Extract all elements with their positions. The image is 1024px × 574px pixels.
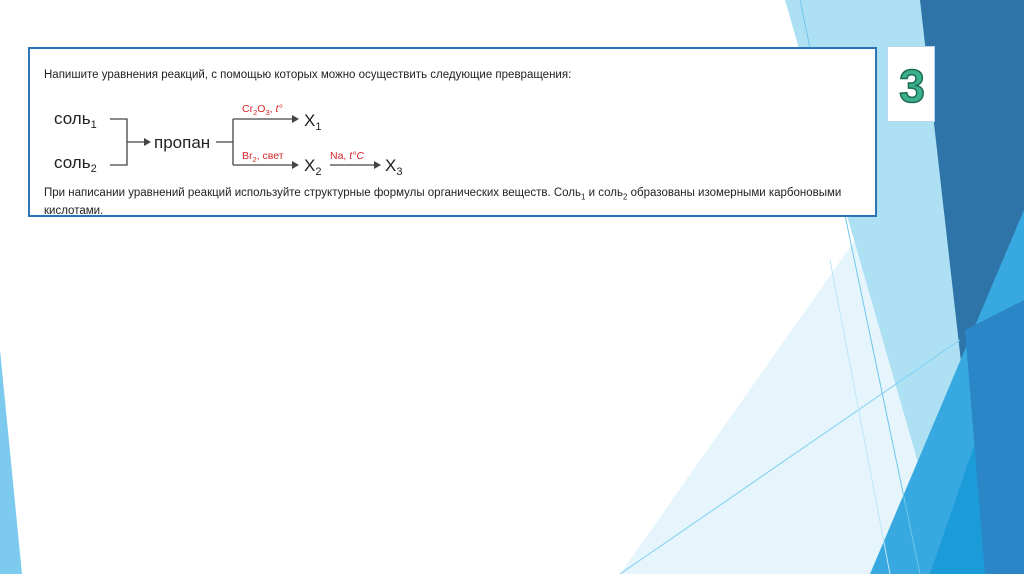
condition-top: $Cr_2O_3$, t°: [242, 103, 283, 117]
arrowhead-x1: [292, 115, 299, 123]
slide-number-badge: [887, 46, 935, 122]
task-intro: Напишите уравнения реакций, с помощью которых можно осуществить следующие превращения:: [44, 69, 572, 81]
condition-right: Na, t°C: [330, 150, 364, 162]
product-x2: $X_2$: [304, 156, 322, 178]
propane-label: пропан: [154, 133, 211, 152]
arrowhead-x3: [374, 161, 381, 169]
arrowhead-x2: [292, 161, 299, 169]
merge-arrowhead: [144, 138, 151, 146]
slide-number: 3: [899, 60, 925, 112]
merge-bracket: [110, 119, 144, 165]
task-note: При написании уравнений реакций используйте структурные формулы органических веществ. Соль$_1$ и соль$_2$ образованы изомерными карбоновыми кислотами.: [44, 187, 842, 218]
product-x1: $X_1$: [304, 111, 322, 133]
salt-1: соль$_1$: [54, 109, 97, 131]
product-x3: $X_3$: [385, 156, 403, 178]
task-box: [28, 47, 877, 217]
salt-2: соль$_2$: [54, 153, 97, 175]
condition-middle: $Br_2$, свет: [242, 150, 284, 164]
